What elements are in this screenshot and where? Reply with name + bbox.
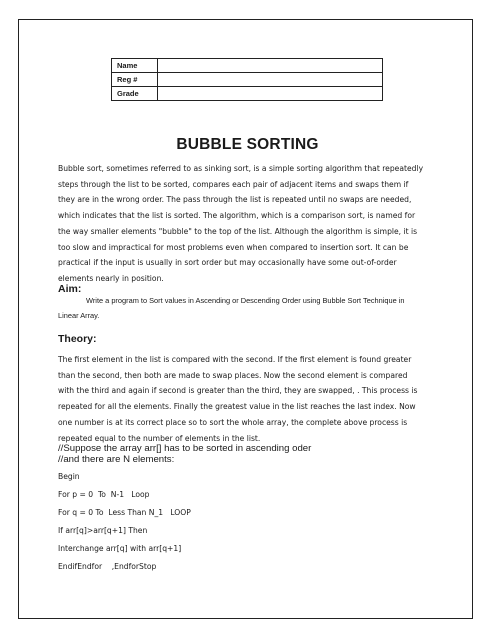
intro-line: which indicates that the list is sorted. The algorithm, which is a comparison sort, is named for	[58, 211, 416, 221]
pseudocode-line: Begin	[58, 472, 80, 481]
theory-line: than the second, then both are made to swap places. Now the second element is compared	[58, 370, 408, 380]
intro-line: the way smaller elements "bubble" to the top of the list. Although the algorithm is simple, it is	[58, 226, 418, 236]
intro-line: they are in the wrong order. The pass through the list is repeated until no swaps are needed,	[58, 195, 412, 205]
intro-line: practical if the input is usually in sort order but may occasionally have some out-of-order	[58, 258, 397, 268]
pseudocode-line: For q = 0 To Less Than N_1 LOOP	[58, 508, 191, 517]
intro-line: too slow and impractical for most problems even when compared to insertion sort. It can be	[58, 242, 409, 252]
theory-line: repeated for all the elements. Finally the greatest value in the list reaches the last index. Now	[58, 402, 416, 412]
code-comment-line2: //and there are N elements:	[58, 454, 175, 465]
reg-value[interactable]	[158, 73, 383, 87]
grade-row	[112, 87, 383, 101]
page-title: BUBBLE SORTING	[176, 136, 319, 153]
theory-line: repeated equal to the number of elements in the list.	[58, 433, 261, 443]
name-value[interactable]	[158, 59, 383, 73]
pseudocode-line: For p = 0 To N-1 Loop	[58, 490, 150, 499]
grade-label: Grade	[112, 87, 158, 101]
code-comment-line1: //Suppose the array arr[] has to be sorted in ascending oder	[58, 443, 312, 454]
theory-paragraph	[58, 352, 478, 446]
theory-heading: Theory:	[58, 333, 97, 345]
theory-line: The first element in the list is compared with the second. If the first element is found greater	[58, 355, 412, 364]
pseudocode-line: If arr[q]>arr[q+1] Then	[58, 526, 148, 535]
student-info-table	[111, 58, 383, 101]
intro-line: steps through the list to be sorted, compares each pair of adjacent items and swaps them if	[58, 179, 409, 189]
theory-line: one number is at its correct place so to sort the whole array, the complete above process is	[58, 417, 408, 427]
reg-label: Reg #	[112, 73, 158, 87]
theory-line: with the third and again if second is greater than the third, they are swapped, . This process is	[58, 386, 418, 396]
reg-row	[112, 73, 383, 87]
pseudocode-line: Interchange arr[q] with arr[q+1]	[58, 544, 182, 553]
aim-text-line1: Write a program to Sort values in Ascending or Descending Order using Bubble Sort Technique in	[86, 296, 405, 305]
intro-line: Bubble sort, sometimes referred to as sinking sort, is a simple sorting algorithm that repeatedly	[58, 164, 424, 173]
name-row	[112, 59, 383, 73]
intro-paragraph	[58, 161, 478, 287]
name-label: Name	[112, 59, 158, 73]
aim-heading: Aim:	[58, 283, 82, 295]
grade-value[interactable]	[158, 87, 383, 101]
intro-line: elements nearly in position.	[58, 273, 164, 283]
pseudocode-line: EndifEndfor ,EndforStop	[58, 562, 157, 571]
aim-text-line2: Linear Array.	[58, 311, 100, 320]
